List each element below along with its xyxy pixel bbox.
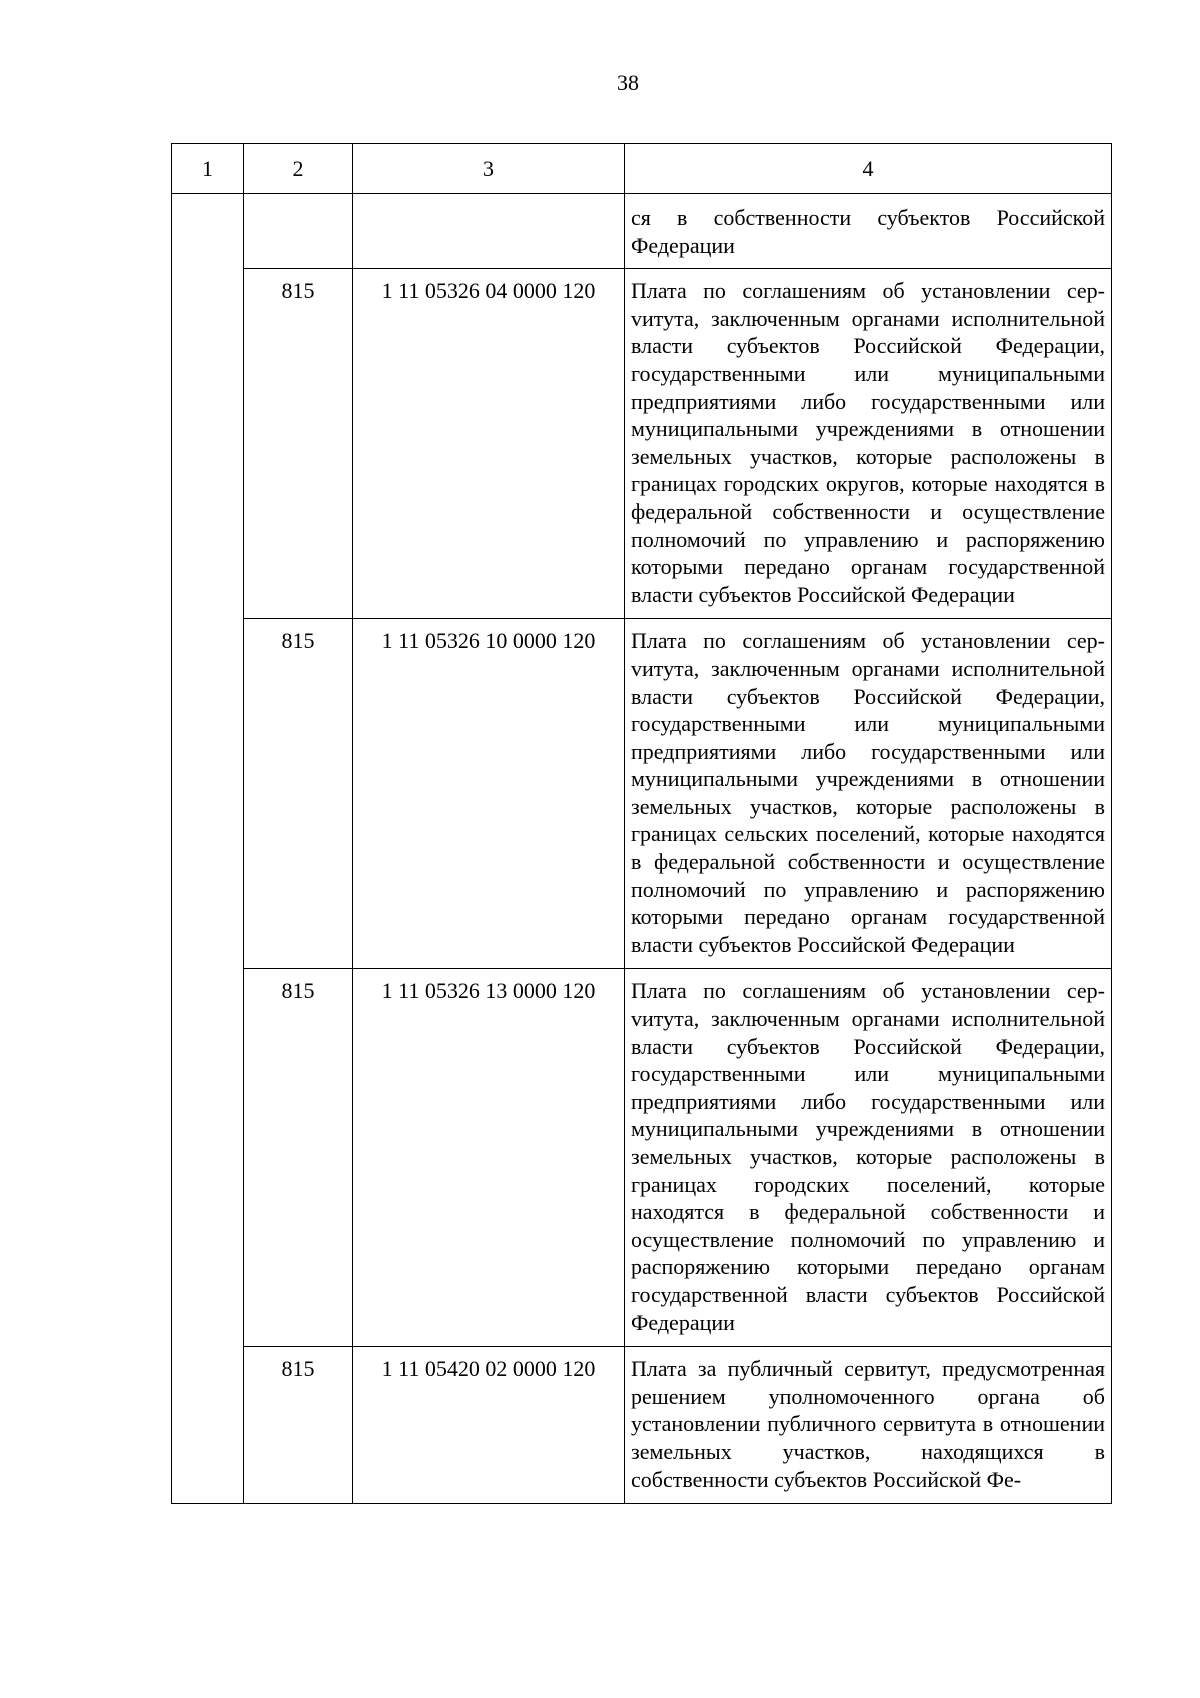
- admin-code-cell: 815: [244, 1347, 353, 1504]
- table-row: [172, 619, 1112, 969]
- page-number: 38: [617, 70, 639, 95]
- admin-code-cell: 815: [244, 269, 353, 619]
- description-cell: Плата по соглашениям об установлении серvитута, заключенным органами исполнительной власти субъектов Российской Федерации, государственными или муниципальными предприятиями либо государственными или муниципальными учреждениями в отношении земельных участков, которые расположены в границах городских округов, которые находятся в федеральной собственности и осуществление полномочий по управлению и распоряжению которыми передано органам государственной власти субъектов Российской Федерации: [625, 269, 1112, 619]
- admin-code-cell: 815: [244, 969, 353, 1347]
- table-header-row: [172, 144, 1112, 194]
- admin-code-cell: [244, 194, 353, 269]
- revenue-codes-table: [171, 143, 1112, 1504]
- admin-code-cell: 815: [244, 619, 353, 969]
- description-cell: Плата по соглашениям об установлении серvитута, заключенным органами исполнительной власти субъектов Российской Федерации, государственными или муниципальными предприятиями либо государственными или муниципальными учреждениями в отношении земельных участков, которые расположены в границах городских поселений, которые находятся в федеральной собственности и осуществление полномочий по управлению и распоряжению которыми передано органам государственной власти субъектов Российской Федерации: [625, 969, 1112, 1347]
- revenue-code-cell: 1 11 05326 04 0000 120: [353, 269, 625, 619]
- table-row: [172, 969, 1112, 1347]
- header-col-1: 1: [172, 144, 244, 194]
- table-row: [172, 194, 1112, 269]
- description-cell: Плата за публичный сервитут, предусмотренная решением уполномоченного органа об установлении публичного сервитута в отношении земельных участков, находящихся в собственности субъектов Российской Фе-: [625, 1347, 1112, 1504]
- header-col-4: 4: [625, 144, 1112, 194]
- header-col-2: 2: [244, 144, 353, 194]
- table-row: [172, 269, 1112, 619]
- revenue-code-cell: 1 11 05420 02 0000 120: [353, 1347, 625, 1504]
- table-row: [172, 1347, 1112, 1504]
- revenue-code-cell: 1 11 05326 13 0000 120: [353, 969, 625, 1347]
- col1-empty-cell: [172, 194, 244, 1504]
- revenue-code-cell: 1 11 05326 10 0000 120: [353, 619, 625, 969]
- header-col-3: 3: [353, 144, 625, 194]
- revenue-code-cell: [353, 194, 625, 269]
- description-cell: Плата по соглашениям об установлении серvитута, заключенным органами исполнительной власти субъектов Российской Федерации, государственными или муниципальными предприятиями либо государственными или муниципальными учреждениями в отношении земельных участков, которые расположены в границах сельских поселений, которые находятся в федеральной собственности и осуществление полномочий по управлению и распоряжению которыми передано органам государственной власти субъектов Российской Федерации: [625, 619, 1112, 969]
- description-cell: ся в собственности субъектов Российской Федерации: [625, 194, 1112, 269]
